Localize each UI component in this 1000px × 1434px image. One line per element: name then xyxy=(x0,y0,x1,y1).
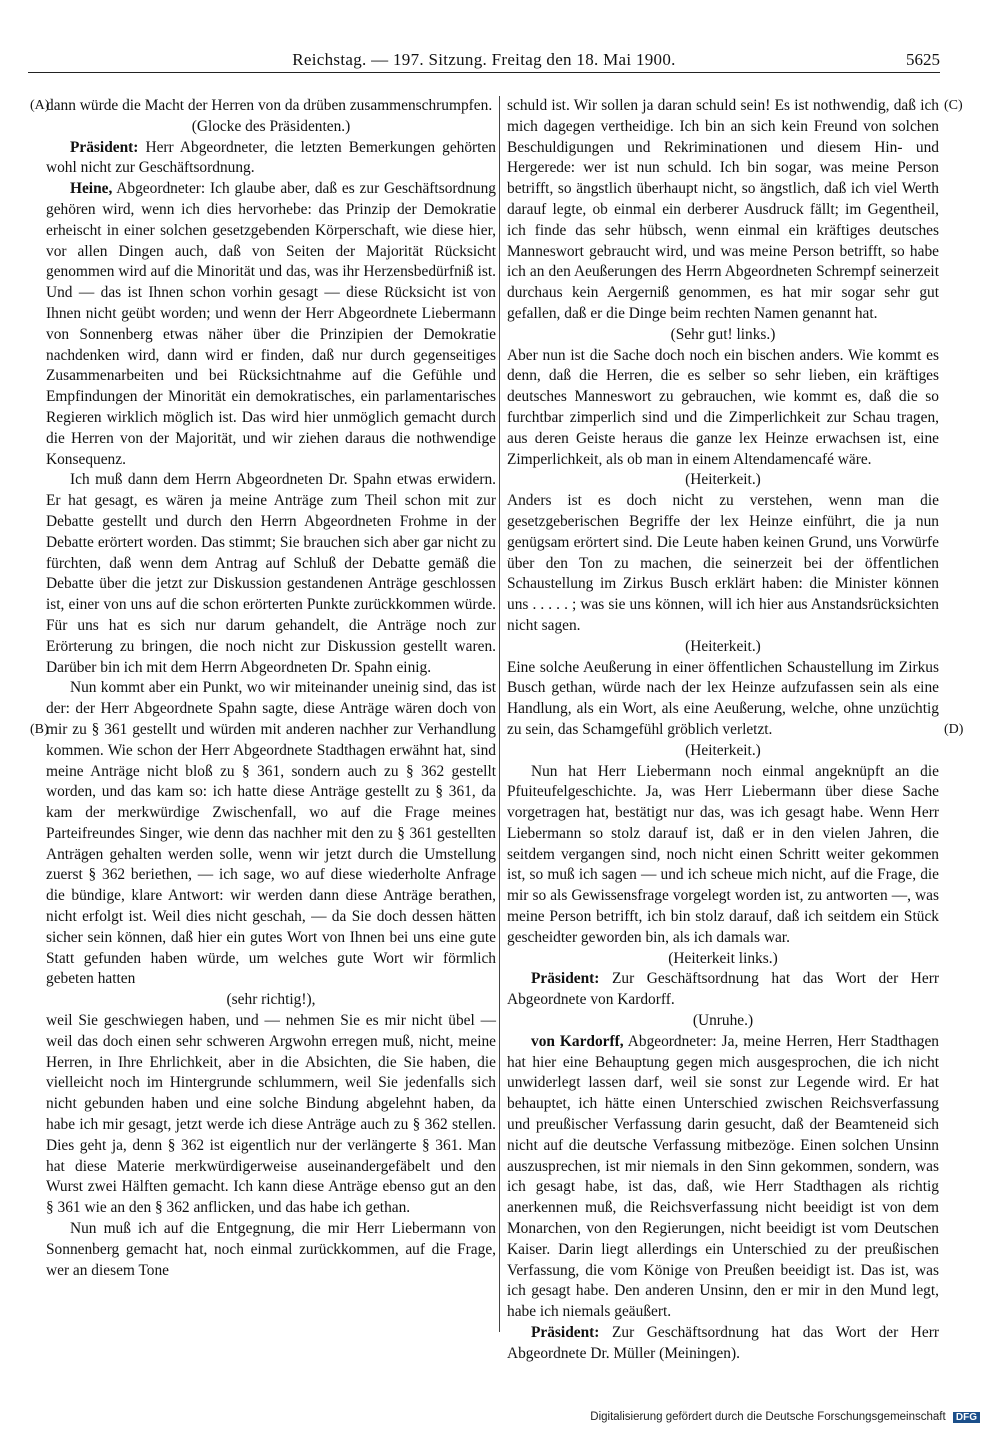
paragraph-text: weil Sie geschwiegen haben, und — nehmen Sie es mir nicht übel — weil das doch einen sehr schweren Argwohn erregen muß, nicht, meine Herren, in Ihre Ehrlichkeit, aber in die Absichten, die Sie haben, die vielleicht noch im Hintergrunde schlummern, weil Sie jedenfalls sich nicht gebunden haben und eine solche Bindung abgelehnt haben, da habe ich mir gesagt, jetzt werde ich diese Anträge auch zu § 362 stellen. Dies geht ja, denn § 362 ist eigentlich nur der verlängerte § 361. Man hat diese Materie merkwürdigerweise auseinandergefäbelt und den Wurst zwei Hälften gemacht. Ich kann diese Anträge ebenso gut an den § 361 wie an den § 362 anflicken, und das habe ich gethan. xyxy=(46,1012,496,1217)
paragraph xyxy=(507,1323,939,1365)
margin-mark-a: (A) xyxy=(30,98,50,113)
paragraph-text: (Heiterkeit.) xyxy=(685,741,761,759)
margin-mark-d: (D) xyxy=(944,722,964,737)
paragraph-text: Abgeordneter: Ja, meine Herren, Herr Stadthagen hat hier eine Behauptung gegen mich ausgesprochen, die ich nicht unwiderlegt lassen darf, weil sie sonst zur Legende wird. Er hat behauptet, ich hätte einen Unterschied zwischen Reichsverfassung und preußischer Verfassung darin gesucht, daß der Beamteneid sich nicht auf die deutsche Verfassung mitbezöge. Einen solchen Unsinn auszusprechen, ist mir niemals in den Sinn gekommen, sondern, was ich gesagt habe, ist das, daß, wie Herr Stadthagen als richtig anerkennen muß, die Reichsverfassung nicht beeidigt ist von dem Monarchen, von den Regierungen, nicht beeidigt ist vom Deutschen Kaiser. Darin liegt allerdings ein Unterschied zu der preußischen Verfassung, die vom Könige von Preußen beeidigt ist. Das ist, was ich gesagt habe. Den anderen Unsinn, den er mir in den Mund legt, habe ich niemals geäußert. xyxy=(507,1032,939,1321)
paragraph xyxy=(507,96,939,325)
paragraph xyxy=(507,346,939,471)
paragraph-text: Herr Abgeordneter, die letzten Bemerkungen gehörten wohl nicht zur Geschäftsordnung. xyxy=(46,138,496,177)
paragraph xyxy=(507,491,939,637)
paragraph-text: dann würde die Macht der Herren von da drüben zusammenschrumpfen. xyxy=(46,97,493,114)
paragraph xyxy=(507,969,939,1011)
stage-direction xyxy=(46,990,496,1011)
paragraph-text: Nun hat Herr Liebermann noch einmal angeknüpft an die Pfuiteufelgeschichte. Ja, was Herr Liebermann über diese Sache vorgetragen hat, bestätigt nur das, was ich gesagt habe. Wenn Herr Liebermann so stolz darauf ist, daß er in den vielen Jahren, die seitdem vergangen sind, noch nicht einen Schritt weiter gekommen ist, so muß ich sagen — und ich scheue mich nicht, auf die Frage, die mir so als Gewissensfrage vorgelegt worden ist, zu antworten —, was meine Person betrifft, ich bin stolz darauf, daß ich seitdem ein Stück gescheidter geworden bin, als ich damals war. xyxy=(507,762,939,946)
paragraph-text: Zur Geschäftsordnung hat das Wort der Herr Abgeordnete Dr. Müller (Meiningen). xyxy=(507,1324,939,1362)
paragraph-text: (sehr richtig!), xyxy=(226,991,316,1009)
paragraph-text: (Sehr gut! links.) xyxy=(670,325,776,343)
dfg-logo: DFG xyxy=(953,1412,980,1423)
paragraph-text: Nun muß ich auf die Entgegnung, die mir Herr Liebermann von Sonnenberg gemacht hat, noch einmal zurückkommen, auf die Frage, wer an diesem Tone xyxy=(46,1220,496,1279)
stage-direction xyxy=(507,325,939,346)
footer xyxy=(590,1411,980,1423)
paragraph xyxy=(46,1219,496,1281)
paragraph xyxy=(46,179,496,470)
paragraph-text: schuld ist. Wir sollen ja daran schuld sein! Es ist nothwendig, daß ich mich dagegen vertheidige. Ich bin an sich kein Freund von solchen Beschuldigungen und Rekriminationen und diesem Hin- und Hergerede: wer ist nun schuld. Ich bin sogar, was meine Person betrifft, so ängstlich überhaupt nicht, so ängstlich, daß ich viel Werth darauf legte, ob einmal ein derberer Ausdruck fällt; im Gegentheil, ich finde das sehr hübsch, wenn einmal ein kräftiges deutsches Manneswort gebraucht wird, und was meine Person betrifft, so habe ich an den Aeußerungen des Herrn Abgeordneten Schrempf seinerzeit durchaus kein Aergerniß genommen, es hat mir sogar sehr gut gefallen, daß er die Dinge beim rechten Namen genannt hat. xyxy=(507,97,939,322)
paragraph-text: Eine solche Aeußerung in einer öffentlichen Schaustellung im Zirkus Busch gethan, würde nach der lex Heinze aufzufassen sein als eine Handlung, als ein Wort, als eine Aeußerung, welche, ohne unzüchtig zu sein, das Schamgefühl gröblich verletzt. xyxy=(507,658,939,738)
paragraph xyxy=(46,138,496,180)
paragraph xyxy=(507,1032,939,1323)
paragraph-text: Anders ist es doch nicht zu verstehen, wenn man die gesetzgeberischen Begriffe der lex Heinze einführt, die ja nun genügsam erörtert sind. Die Leute haben keinen Grund, uns Vorwürfe über den Ton zu machen, die seinerzeit bei der öffentlichen Schaustellung im Zirkus Busch erklärt haben: die Minister können uns . . . . . ; was sie uns können, will ich hier aus Anstandsrücksichten nicht sagen. xyxy=(507,492,939,634)
margin-mark-c: (C) xyxy=(944,98,963,113)
footer-text: Digitalisierung gefördert durch die Deutsche Forschungsgemeinschaft xyxy=(590,1411,946,1423)
paragraph-text: Ich muß dann dem Herrn Abgeordneten Dr. Spahn etwas erwidern. Er hat gesagt, es wären ja meine Anträge zum Theil schon mit zur Debatte gestellt und durch den Herrn Abgeordneten Frohme in der Debatte erörtert worden. Das stimmt; Sie brauchen sich aber gar nicht zu fürchten, daß wenn dem Antrag auf Schluß der Debatte gemäß die Debatte über die jetzt zur Diskussion gestandenen Anträge geschlossen ist, einer von uns auf die schon erörterten Punkte zurückkommen würde. Für uns hat es sich nur darum gehandelt, die Anträge noch zur Erörterung zu bringen, die noch nicht zur Diskussion gestellt waren. Darüber bin ich mit dem Herrn Abgeordneten Dr. Spahn einig. xyxy=(46,471,496,676)
page-number: 5625 xyxy=(906,50,940,69)
speaker-name: Präsident: xyxy=(531,970,600,988)
paragraph xyxy=(507,762,939,949)
paragraph-text: (Heiterkeit links.) xyxy=(668,949,778,967)
paragraph-text: (Heiterkeit.) xyxy=(685,637,761,655)
margin-mark-b: (B) xyxy=(30,722,49,737)
paragraph-text: Nun kommt aber ein Punkt, wo wir miteinander uneinig sind, das ist der: der Herr Abgeordnete Spahn sagte, diese Anträge wären doch von mir zu § 361 gestellt und würden mit anderen nachher zur Verhandlung kommen. Wie schon der Herr Abgeordnete Stadthagen erwähnt hat, sind meine Anträge nicht bloß zu § 361, sondern auch zu § 362 gestellt worden, und das kam so: ich hatte diese Anträge gestellt zu § 361, da kam der merkwürdige Zwischenfall, wo auf die Frage meines Parteifreundes Singer, wie denn das nachher mit den zu § 361 gestellten Anträgen gehalten werden solle, wenn wir jetzt durch die Umstellung zuerst § 362 beriethen, — ich sage, wo auf diese wiederholte Anfrage die bündige, klare Antwort: wir werden dann diese Anträge berathen, nicht erfolgt ist. Weil dies nicht geschah, — da Sie doch dessen hätten sicher sein können, daß hier ein gutes Wort von Ihnen bei uns eine gute Statt gefunden haben würde, um welches gute Wort wir förmlich gebeten hatten xyxy=(46,679,496,988)
speaker-name: Präsident: xyxy=(531,1324,600,1342)
paragraph xyxy=(507,658,939,741)
page-header xyxy=(28,46,940,73)
stage-direction xyxy=(46,117,496,138)
paragraph-text: Zur Geschäftsordnung hat das Wort der Herr Abgeordnete von Kardorff. xyxy=(507,970,939,1009)
paragraph xyxy=(46,470,496,678)
paragraph xyxy=(46,96,496,117)
stage-direction xyxy=(507,470,939,491)
paragraph-text: (Unruhe.) xyxy=(692,1012,754,1030)
stage-direction xyxy=(507,1011,939,1032)
left-column xyxy=(46,96,496,1281)
speaker-name: von Kardorff, xyxy=(531,1032,624,1050)
right-column xyxy=(507,96,939,1365)
header-title: Reichstag. — 197. Sitzung. Freitag den 18. Mai 1900. xyxy=(292,50,676,69)
stage-direction xyxy=(507,741,939,762)
paragraph-text: Aber nun ist die Sache doch noch ein bischen anders. Wie kommt es denn, daß die Herren, die es selber so sehr lieben, ein kräftiges deutsches Manneswort zu gebrauchen, wie kommt es, daß die so furchtbar zimperlich sind und die Zimperlichkeit zur Schau tragen, aus deren Geiste heraus die ganze lex Heinze erwachsen ist, eine Zimperlichkeit, als ob man in einem Altendamencafé wäre. xyxy=(507,346,939,468)
paragraph xyxy=(46,678,496,990)
stage-direction xyxy=(507,637,939,658)
speaker-name: Präsident: xyxy=(70,138,139,156)
column-divider xyxy=(499,96,500,1332)
paragraph-text: (Heiterkeit.) xyxy=(685,471,761,489)
stage-direction xyxy=(507,949,939,970)
paragraph-text: (Glocke des Präsidenten.) xyxy=(191,117,351,135)
paragraph-text: Abgeordneter: Ich glaube aber, daß es zur Geschäftsordnung gehören wird, wenn ich dies hervorhebe: das Prinzip der Demokratie erheischt in einer solchen gesetzgebenden Körperschaft, wie diese hier, vor allen Dingen auch, daß von Seiten der Majorität Rücksicht genommen wird auf die Minorität und das, was ihr Herzensbedürfniß ist. Und — das ist Ihnen schon vorhin gesagt — diese Rücksicht ist von Ihnen nicht geübt worden; und wenn der Herr Abgeordnete Liebermann von Sonnenberg etwas näher über die Prinzipien der Demokratie nachdenken wird, dann wird er finden, daß nur durch gegenseitiges Zusammenarbeiten und bei Rücksichtnahme auf die Gefühle und Empfindungen der Minorität ein demokratisches, ein parlamentarisches Regieren wirklich möglich ist. Das wird hier unmöglich gemacht durch die Herren von der Majorität, und wir ziehen daraus die nothwendige Konsequenz. xyxy=(46,180,496,468)
paragraph xyxy=(46,1011,496,1219)
speaker-name: Heine, xyxy=(70,180,113,198)
